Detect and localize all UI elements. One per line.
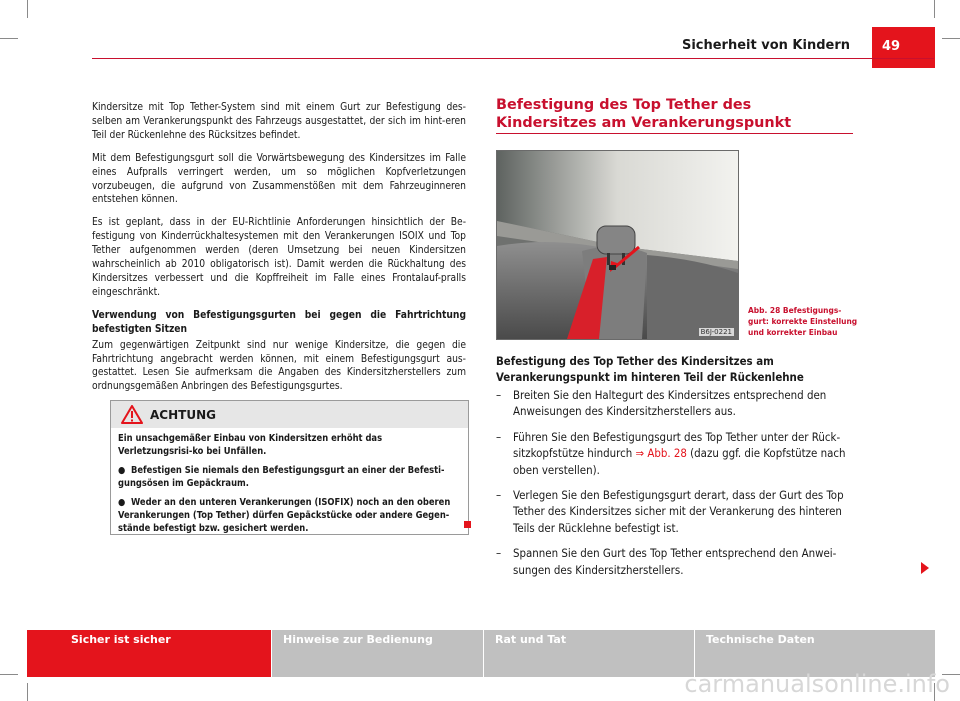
section-rule xyxy=(496,133,853,134)
figure-reference-link[interactable]: ⇒ Abb. 28 xyxy=(635,446,687,461)
step-text: (dazu ggf. die Kopfstütze nach oben verstellen). xyxy=(513,446,846,477)
procedure-step xyxy=(496,487,858,536)
step-text: Verlegen Sie den Befestigungsgurt derart, dass der Gurt des Top Tether des Kindersitzes sicher mit der Verankerung des hinteren Teils der Rücklehne befestigt ist. xyxy=(513,488,844,535)
step-text: Breiten Sie den Haltegurt des Kindersitzes entsprechend den Anweisungen des Kindersitzherstellers aus. xyxy=(513,388,827,419)
warning-header xyxy=(111,401,468,428)
figure-caption: Abb. 28 Befestigungs-gurt: korrekte Einstellung und korrekter Einbau xyxy=(748,305,858,337)
section-title: Befestigung des Top Tether des Kindersitzes am Verankerungspunkt xyxy=(496,97,792,131)
warning-title: ACHTUNG xyxy=(150,408,216,422)
warning-triangle-icon xyxy=(121,405,143,424)
figure-code: B6J-0221 xyxy=(700,328,732,336)
crop-mark xyxy=(27,0,28,18)
warning-intro: Ein unsachgemäßer Einbau von Kindersitzen erhöht das Verletzungsrisi-ko bei Unfällen. xyxy=(118,433,383,457)
procedure-steps xyxy=(496,387,858,587)
body-paragraph: Zum gegenwärtigen Zeitpunkt sind nur wenige Kindersitze, die gegen die Fahrtrichtung angebracht werden können, mit einem Befestigungsgurt aus-gestattet. Lesen Sie aufmerksam die Angaben des Kindersitzherstellers zum ordnungsgemäßen Anbringen des Befestigungsgurtes. xyxy=(92,339,466,393)
warning-bullet-text: Befestigen Sie niemals den Befestigungsgurt an einer der Befesti-gungsösen im Gepäckraum. xyxy=(118,465,445,489)
continue-arrow-icon xyxy=(921,562,929,574)
procedure-step xyxy=(496,545,858,578)
bullet-glyph: ● xyxy=(118,465,126,477)
step-dash: – xyxy=(496,429,502,444)
tab-hinweise-zur-bedienung[interactable]: Hinweise zur Bedienung xyxy=(272,630,483,677)
warning-bullet xyxy=(118,497,458,535)
body-paragraph: Mit dem Befestigungsgurt soll die Vorwärtsbewegung des Kindersitzes im Falle eines Aufpralls verringert werden, um so möglichen Kopfverletzungen vorzubeugen, die aufgrund von Zusammenstößen mit dem Fahrzeuginneren entstehen können. xyxy=(92,152,466,206)
crop-mark xyxy=(934,0,935,18)
running-header-title: Sicherheit von Kindern xyxy=(681,38,850,53)
procedure-step xyxy=(496,387,858,420)
crop-mark xyxy=(942,38,960,39)
left-column xyxy=(92,101,466,403)
crop-mark xyxy=(27,683,28,701)
crop-mark xyxy=(0,38,18,39)
tab-sicher-ist-sicher[interactable]: Sicher ist sicher xyxy=(27,630,271,677)
step-dash: – xyxy=(496,388,502,402)
rear-seat-illustration xyxy=(497,151,738,339)
step-dash: – xyxy=(496,546,502,561)
page-number: 49 xyxy=(882,39,901,54)
warning-bullet xyxy=(118,465,458,490)
procedure-step xyxy=(496,429,858,478)
page-number-box xyxy=(872,27,935,68)
tab-technische-daten[interactable]: Technische Daten xyxy=(695,630,935,677)
warning-box xyxy=(110,400,469,535)
body-paragraph: Kindersitze mit Top Tether-System sind mit einem Gurt zur Befestigung des-selben am Verankerungspunkt des Fahrzeugs ausgestattet, der sich im hint-eren Teil der Rückenlehne des Rücksitzes befindet. xyxy=(92,102,466,141)
warning-bullet-text: Weder an den unteren Verankerungen (ISOFIX) noch an den oberen Verankerungen (Top Tether) dürfen Gepäckstücke oder andere Gegen-stände befestigt bzw. gesichert werden. xyxy=(118,497,451,534)
procedure-heading: Befestigung des Top Tether des Kindersitzes am Verankerungspunkt im hinteren Teil der Rückenlehne xyxy=(496,354,804,384)
subheading: Verwendung von Befestigungsgurten bei gegen die Fahrtrichtung befestigten Sitzen xyxy=(92,309,466,335)
tab-rat-und-tat[interactable]: Rat und Tat xyxy=(484,630,694,677)
figure-seat-photo xyxy=(496,150,739,340)
step-dash: – xyxy=(496,488,502,503)
watermark: carmanualsonline.info xyxy=(684,670,950,698)
bullet-glyph: ● xyxy=(118,497,126,509)
body-paragraph: Es ist geplant, dass in der EU-Richtlinie Anforderungen hinsichtlich der Be-festigung von Kinderrückhaltesystemen mit den Verankerungen ISOIX und Top Tether aufgenommen werden (deren Umsetzung bei neuen Kindersitzen wahrscheinlich ab 2010 obligatorisch ist). Damit werden die Rückhaltung des Kindersitzes verbessert und die Kopffreiheit im Falle eines Frontalauf-pralls eingeschränkt. xyxy=(92,217,466,298)
warning-body xyxy=(118,433,458,542)
section-end-marker xyxy=(464,521,471,528)
step-text: Führen Sie den Befestigungsgurt des Top Tether unter der Rück-sitzkopfstütze hindurch xyxy=(513,429,841,461)
header-rule xyxy=(92,58,934,59)
step-text: Spannen Sie den Gurt des Top Tether entsprechend den Anwei-sungen des Kindersitzherstellers. xyxy=(513,546,837,577)
crop-mark xyxy=(0,674,18,675)
